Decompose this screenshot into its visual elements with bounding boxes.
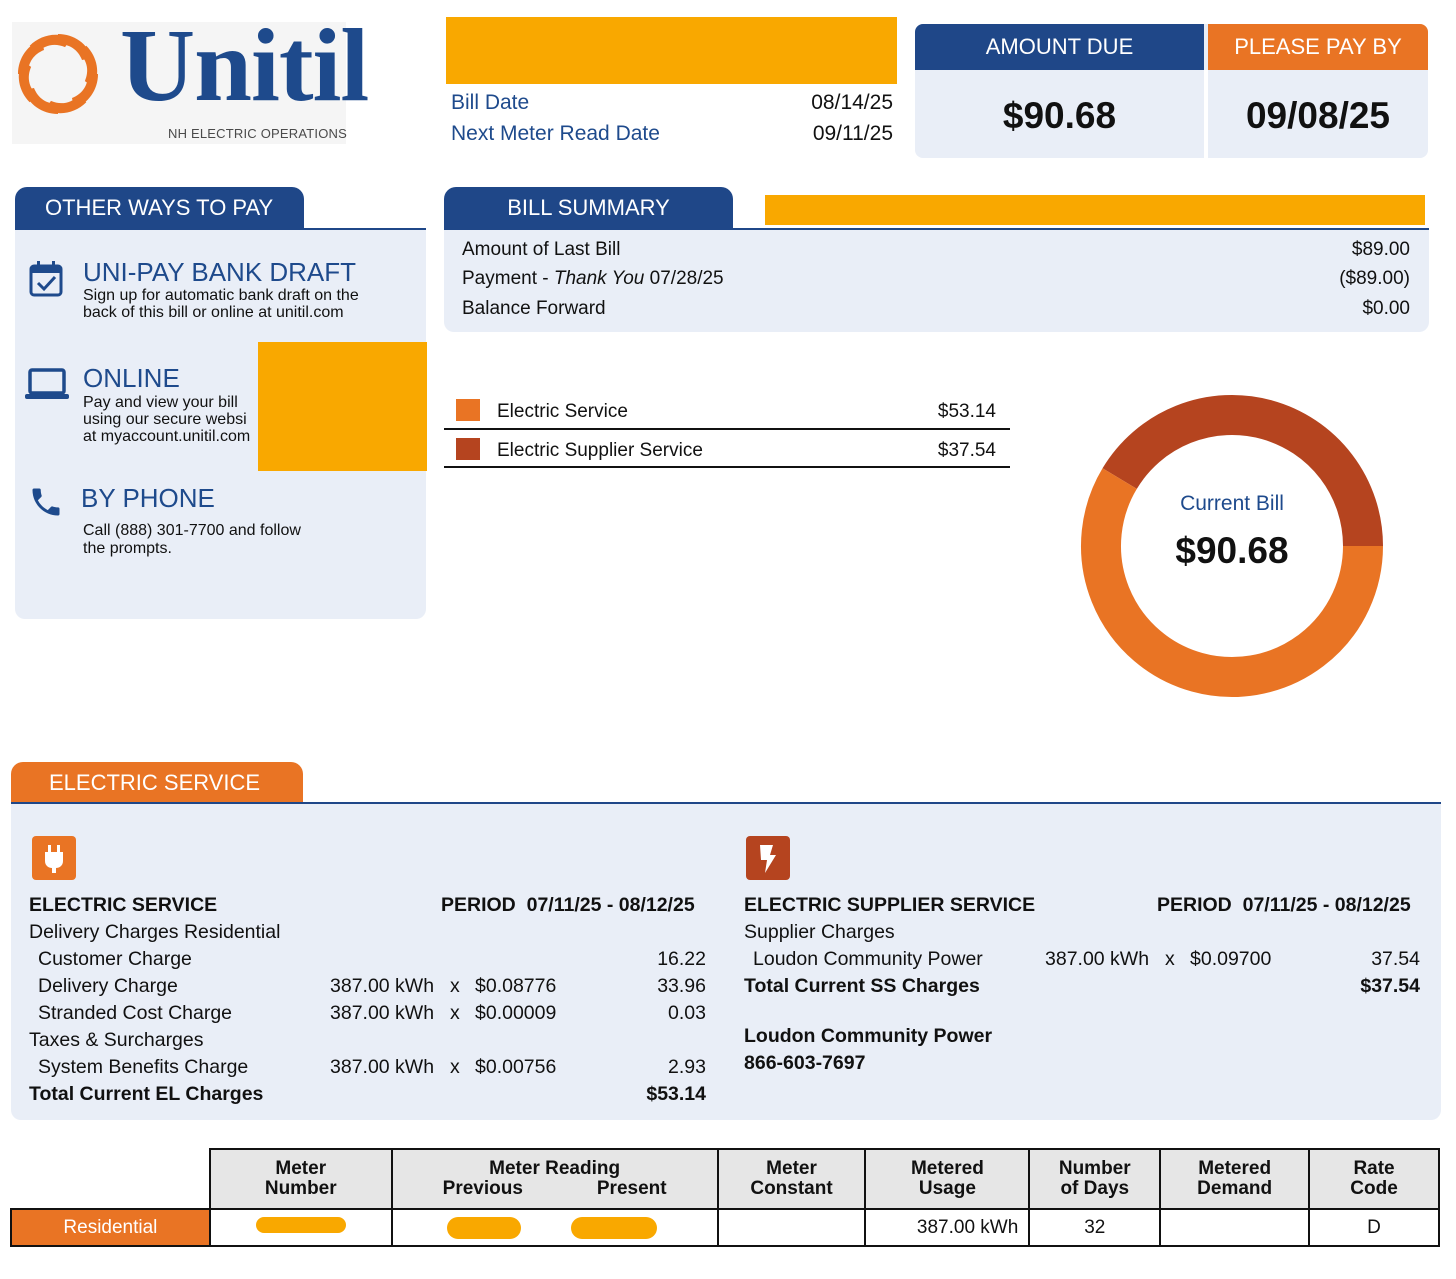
metered-usage-cell: 387.00 kWh — [865, 1209, 1029, 1246]
unitil-logo-icon — [14, 32, 102, 116]
calendar-icon — [28, 260, 64, 298]
legend-divider — [444, 428, 1010, 430]
redacted-block — [765, 195, 1425, 225]
supplier-name: Loudon Community Power — [744, 1025, 993, 1047]
lightning-icon — [746, 836, 790, 880]
redacted-block — [446, 17, 897, 84]
plug-icon — [32, 836, 76, 880]
balance-forward-label: Balance Forward — [462, 298, 606, 319]
total-el-label: Total Current EL Charges — [29, 1083, 264, 1105]
legend-value-supplier: $37.54 — [937, 440, 996, 461]
next-read-value: 09/11/25 — [812, 122, 893, 145]
legend-divider — [444, 466, 1010, 468]
electric-service-period: PERIOD 07/11/25 - 08/12/25 — [441, 894, 695, 916]
laptop-icon — [24, 366, 70, 402]
total-ss-value: $37.54 — [1360, 975, 1420, 997]
payment-label: Payment - Thank You 07/28/25 — [462, 268, 724, 289]
charge-times: x — [450, 975, 460, 997]
supplier-charge-times: x — [1165, 948, 1175, 970]
bill-date-label: Bill Date — [451, 91, 530, 114]
electric-service-title: ELECTRIC SERVICE — [29, 894, 218, 916]
meter-reading-cell — [392, 1209, 718, 1246]
supplier-phone: 866-603-7697 — [744, 1052, 866, 1074]
supplier-service-period: PERIOD 07/11/25 - 08/12/25 — [1157, 894, 1411, 916]
charge-qty: 387.00 kWh — [330, 1002, 435, 1024]
total-el-value: $53.14 — [646, 1083, 706, 1105]
supplier-charge-label: Loudon Community Power — [753, 948, 983, 970]
charge-amount: 0.03 — [668, 1002, 706, 1024]
charge-amount: 33.96 — [657, 975, 706, 997]
legend-value-electric: $53.14 — [937, 401, 996, 422]
meter-number-header: Meter Number — [210, 1149, 392, 1209]
logo-wordmark: Unitil — [120, 8, 369, 123]
next-read-label: Next Meter Read Date — [451, 122, 660, 145]
tab-underline — [15, 228, 426, 230]
phone-title: BY PHONE — [81, 483, 215, 513]
legend-swatch-supplier — [456, 438, 480, 460]
electric-service-tab: ELECTRIC SERVICE — [11, 762, 303, 804]
other-ways-tab: OTHER WAYS TO PAY — [15, 187, 304, 229]
legend-label-electric: Electric Service — [497, 401, 628, 422]
number-of-days-cell: 32 — [1029, 1209, 1160, 1246]
online-line1: Pay and view your bill — [83, 394, 238, 411]
rate-code-header: Rate Code — [1309, 1149, 1439, 1209]
empty-header — [11, 1149, 210, 1209]
supplier-charge-amount: 37.54 — [1371, 948, 1420, 970]
supplier-charge-qty: 387.00 kWh — [1045, 948, 1150, 970]
legend-label-supplier: Electric Supplier Service — [497, 440, 703, 461]
donut-center-label: Current Bill — [1180, 492, 1284, 515]
meter-constant-cell — [718, 1209, 866, 1246]
phone-line2: the prompts. — [83, 540, 172, 557]
amount-due-value: $90.68 — [1002, 95, 1117, 136]
logo-subtitle: NH ELECTRIC OPERATIONS — [168, 126, 347, 141]
meter-table — [10, 1148, 1440, 1247]
charge-times: x — [450, 1002, 460, 1024]
metered-usage-header: Metered Usage — [865, 1149, 1029, 1209]
meter-reading-header: Meter Reading Previous Present — [392, 1149, 718, 1209]
meter-constant-header: Meter Constant — [718, 1149, 866, 1209]
metered-demand-header: Metered Demand — [1160, 1149, 1309, 1209]
phone-icon — [28, 484, 64, 520]
bill-summary-tab: BILL SUMMARY — [444, 187, 733, 229]
payment-value: ($89.00) — [1339, 268, 1410, 289]
charge-qty: 387.00 kWh — [330, 975, 435, 997]
charge-label: Delivery Charge — [38, 975, 178, 997]
redacted-mark — [571, 1217, 657, 1239]
charge-qty: 387.00 kWh — [330, 1056, 435, 1078]
tab-underline — [444, 228, 1429, 230]
metered-demand-cell — [1160, 1209, 1309, 1246]
row-label: Residential — [11, 1209, 210, 1246]
charge-rate: $0.08776 — [475, 975, 557, 997]
phone-line1: Call (888) 301-7700 and follow — [83, 522, 301, 539]
delivery-heading: Delivery Charges Residential — [29, 921, 281, 943]
online-line2: using our secure websi — [83, 411, 247, 428]
charge-rate: $0.00009 — [475, 1002, 557, 1024]
total-ss-label: Total Current SS Charges — [744, 975, 980, 997]
charge-label: Stranded Cost Charge — [38, 1002, 233, 1024]
bank-draft-line1: Sign up for automatic bank draft on the — [83, 287, 359, 304]
legend-swatch-electric — [456, 399, 480, 421]
pay-by-value: 09/08/25 — [1245, 95, 1391, 136]
supplier-service-title: ELECTRIC SUPPLIER SERVICE — [744, 894, 1036, 916]
charge-label: Customer Charge — [38, 948, 192, 970]
redacted-mark — [447, 1217, 521, 1239]
supplier-heading: Supplier Charges — [744, 921, 895, 943]
balance-forward-value: $0.00 — [1362, 298, 1410, 319]
supplier-charge-rate: $0.09700 — [1190, 948, 1272, 970]
donut-center-value: $90.68 — [1175, 530, 1289, 571]
table-row — [11, 1209, 1439, 1246]
charge-times: x — [450, 1056, 460, 1078]
number-of-days-header: Number of Days — [1029, 1149, 1160, 1209]
taxes-heading: Taxes & Surcharges — [29, 1029, 204, 1051]
charge-rate: $0.00756 — [475, 1056, 557, 1078]
last-bill-label: Amount of Last Bill — [462, 239, 621, 260]
amount-due-header: AMOUNT DUE — [915, 24, 1204, 70]
charge-label: System Benefits Charge — [38, 1056, 249, 1078]
pay-by-header: PLEASE PAY BY — [1208, 24, 1428, 70]
bill-date-value: 08/14/25 — [811, 91, 893, 114]
meter-number-cell — [210, 1209, 392, 1246]
meter-table-header — [11, 1149, 1439, 1209]
bank-draft-title: UNI-PAY BANK DRAFT — [83, 257, 357, 287]
last-bill-value: $89.00 — [1351, 239, 1410, 260]
online-title: ONLINE — [83, 363, 180, 393]
bank-draft-line2: back of this bill or online at unitil.com — [83, 304, 344, 321]
online-line3: at myaccount.unitil.com — [83, 428, 251, 445]
redacted-mark — [256, 1217, 346, 1233]
charge-amount: 16.22 — [657, 948, 706, 970]
redacted-block — [258, 342, 427, 471]
donut-slice-supplier-service — [1120, 415, 1363, 546]
tab-underline — [11, 802, 1441, 804]
charge-amount: 2.93 — [668, 1056, 706, 1078]
rate-code-cell: D — [1309, 1209, 1439, 1246]
